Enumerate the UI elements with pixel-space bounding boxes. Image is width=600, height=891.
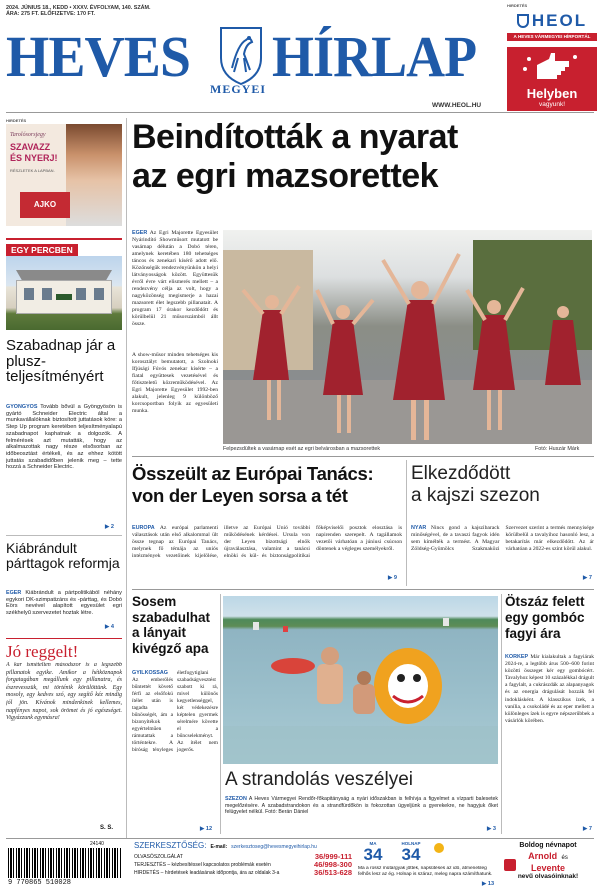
sosem-lead: GYILKOSSÁG <box>132 670 168 676</box>
heol-ad-body <box>507 47 597 111</box>
issue-meta <box>6 5 206 18</box>
weather-page[interactable]: ▶ 13 <box>482 881 495 887</box>
title-right: HÍRLAP <box>272 24 477 89</box>
fagyi-lead: KÖRKÉP <box>505 654 529 660</box>
weather-tomorrow <box>394 841 428 864</box>
story2-page[interactable]: ▶ 4 <box>105 624 114 630</box>
majorette-figures <box>223 230 592 444</box>
nameday-box <box>502 841 594 889</box>
weather-today <box>358 841 388 864</box>
editorial-box <box>134 841 352 889</box>
beach-scene <box>223 596 498 764</box>
title-subtitle: MEGYEI <box>210 82 267 96</box>
kajszi-headline[interactable] <box>411 463 594 507</box>
weather-box <box>358 841 498 889</box>
main-body1: Az Egri Majorette Egyesület Nyárindító Showműsort mutatott be vasárnap délután a Dobó téren, amelynek keretében 180 tehetséges táncos és zenekari kísérő adott elő. Közönségük rendezvényünkön a helyi látványosságok között. Együttesük évről évre várt elismerés mellett – a rendezvény célja az volt, hogy a nagyközönség megismerje a hazai mazsorett élet legszebb pillanatait. A program 17 órakor kezdődött és körülbelül 21 műsorszámból állt össze. <box>132 230 218 327</box>
jo-reggelt-head: Jó reggelt! <box>6 642 79 661</box>
strand-lead: SZEZON <box>225 796 247 802</box>
barcode-bars <box>8 848 122 878</box>
weather-tomorrow-label: HOLNAP <box>401 841 421 846</box>
issue-date: 2024. JÚNIUS 18., KEDD • XXXV. ÉVFOLYAM, 140. SZÁM. <box>6 5 151 11</box>
eu-text <box>132 525 402 581</box>
barcode <box>6 841 130 889</box>
main-headline-line2: az egri mazsorettek <box>132 157 439 195</box>
jo-reggelt-text: A kar ismételten másodszor is a legszebb pillanatok egyike. Amikor a hétköznapok forgatagában megállunk egy pillanatra, és észrevesszük, mi történik körülöttünk. Egy mosoly, egy kedves szó, egy segítő kéz mindig jól jön. Kívánok mindenkinek kellemes, napfényes napot, sok örömet és jó egészséget. Vigyázzunk egymásra! <box>6 662 122 722</box>
footer-row1: OLVASÓSZOLGÁLAT <box>134 854 183 860</box>
main-headline[interactable] <box>132 118 592 196</box>
nameday-sub: nevű olvasóinknak! <box>517 873 579 880</box>
eu-headline-line1: Összeült az Európai Tanács: <box>132 463 374 484</box>
footer-phone1[interactable]: 36/999-111 <box>314 852 352 861</box>
sosem-text <box>132 670 218 830</box>
masthead-title[interactable] <box>4 22 504 102</box>
sosem-headline[interactable]: Sosem szabadulhat a lányait kivégző apa <box>132 594 211 656</box>
main-lead: EGER <box>132 230 148 236</box>
kajszi-headline-line1: Elkezdődött <box>411 463 511 484</box>
story2-lead: EGER <box>6 590 22 596</box>
egy-percben-text: EGY PERCBEN <box>6 244 78 256</box>
fagyi-page[interactable]: ▶ 7 <box>583 826 592 832</box>
weather-today-label: MA <box>369 841 377 846</box>
weather-today-temp: 34 <box>363 845 383 864</box>
strand-headline[interactable]: A strandolás veszélyei <box>225 769 413 790</box>
eu-page[interactable]: ▶ 9 <box>388 575 397 581</box>
gift-icon <box>504 859 516 871</box>
ad-product-box <box>20 192 70 218</box>
barcode-number: 9 770865 510028 <box>8 879 72 887</box>
heol-tagline: A HEVES VÁRMEGYEI HÍRPORTÁL <box>507 33 597 41</box>
jo-reggelt-sign: S. S. <box>100 825 114 831</box>
left-ad[interactable] <box>6 118 122 228</box>
heol-logo-icon <box>517 14 529 28</box>
story2-headline[interactable]: Kiábrándult párttagok reformja <box>6 540 120 571</box>
strand-page[interactable]: ▶ 3 <box>487 826 496 832</box>
issue-price: ÁRA: 275 FT. ELŐFIZETVE: 170 FT. <box>6 11 95 18</box>
weather-tomorrow-temp: 34 <box>401 845 421 864</box>
main-caption: Felpezsdültek a vasárnap esét az egri belvárosban a mazsorettek <box>223 446 381 452</box>
fagyi-text <box>505 654 594 826</box>
kajszi-headline-line2: a kajszi szezon <box>411 485 540 506</box>
eu-body: Az európai parlamenti választások után első alkalommal ült össze tegnap az Európai Tanács, melynek fő témája az uniós intézmények vezetőinek kijelölése, illetve az Európai Unió további működésének kérdései. Ursula von der Leyen bizottsági elnök újraválasztása, valamint a tanácsi elnöki és kül- és biztonságpolitikai főképviselői posztok elosztása is napirenden szerepelt. A tagállamok vezetői várhatóan a júniusi csúcson döntenek a végleges személyekről. <box>132 525 402 559</box>
ad-line2: SZAVAZZ <box>10 142 51 152</box>
story1-headline[interactable]: Szabadnap jár a plusz-teljesítményért <box>6 337 116 385</box>
egy-percben-label <box>6 238 122 258</box>
footer-phone2[interactable]: 46/998-300 <box>314 860 352 869</box>
left-ad-label: HIRDETÉS <box>6 118 27 123</box>
heol-brand: HEOL <box>531 11 588 30</box>
website[interactable]: WWW.HEOL.HU <box>432 102 482 109</box>
ad-product: AJKO <box>33 200 57 209</box>
strand-text <box>225 796 498 824</box>
footer-row3: HIRDETÉS – hírdetések leadásának időpontja, ára az oldalak 3-a <box>134 870 280 876</box>
title-left: HEVES <box>6 24 190 89</box>
heol-slogan-sub: vagyunk! <box>538 101 566 108</box>
strand-body: A Heves Vármegyei Rendőr-főkapitányság a nyári időszakban is felhívja a figyelmet a vízparti balesetek megelőzésére. A szabadstrandokon és a strandfürdőkön is fokozottan ügyeljünk a gyerekekre, ne hagyjuk őket felügyelet nélkül. Fotó: Berán Dániel <box>225 796 498 816</box>
story1-page[interactable]: ▶ 2 <box>105 524 114 530</box>
nameday-name1: Arnold <box>528 851 558 861</box>
heol-ad[interactable] <box>507 3 597 111</box>
sun-icon <box>434 843 444 853</box>
ad-line1: Tarolósorsjegy <box>10 132 46 138</box>
pointing-hand-icon <box>507 49 597 89</box>
weather-text: Ma a rossz műtárgyak jöttek, napsütéses az idő, átmenetileg felhős lesz az ég. Holnap is száraz, meleg napra számíthatunk. <box>358 866 493 877</box>
story1-text <box>6 404 122 522</box>
kajszi-lead: NYÁR <box>411 525 427 531</box>
eu-lead: EURÓPA <box>132 525 155 531</box>
email-label: E-mail: <box>210 844 228 850</box>
fagyi-body: Már kialakultak a fagyiárak 2024-re, a legtöbb árus 500–600 forint közötti összeget kér egy gombócért. Tavalyhoz képest 10 százalékkal drágult a fagylalt, a cukrászdák az alapanyagok és az energia drágulását hozzák fel indoklásként. A klasszikus ízek, a vanília, a csokoládé és az eper mellett a különleges ízek is egyre népszerűbbek a vásárlók körében. <box>505 654 594 724</box>
sosem-body: Az emberölés bűntettét követő férfi az elsőfokú ítélet után is tagadta bűnösségét, ám a bizonyítékok egyértelműen rámutattak a történtekre. A bíróság tényleges életfogytiglani szabadságvesztést szabott ki rá, mivel különös kegyetlenséggel, két védekezésre képtelen gyermek sérelmére követte el a bűncselekményt. Az ítélet nem jogerős. <box>132 670 218 753</box>
eu-headline[interactable] <box>132 463 402 507</box>
main-headline-line1: Beindították a nyarat <box>132 118 458 156</box>
footer-phone3[interactable]: 36/513-628 <box>314 868 352 877</box>
editorial-label: SZERKESZTŐSÉG: <box>134 841 207 850</box>
heol-ad-label: HIRDETÉS <box>507 3 528 8</box>
ad-woman-photo <box>66 124 122 226</box>
eu-headline-line2: von der Leyen sorsa a tét <box>132 485 348 506</box>
majorette-photo <box>223 230 592 444</box>
nameday-label: Boldog névnapot <box>519 842 577 849</box>
beach-photo <box>223 596 498 764</box>
kajszi-page[interactable]: ▶ 7 <box>583 575 592 581</box>
main-col2: A show-műsor minden tehetséges kis korosztályt bemutatott, a Szolnoki Ifjúsági Fúvós zenekar kísérte – a fiatal együttesek vezetésével és főtiszteletű közreműködésével. Az Egri Majorette Egyesület 1992-ben alakult, jelenleg 9 különböző korcsoportban folyik az egyesületi munka. <box>132 352 218 414</box>
story1-lead: GYÖNGYÖS <box>6 404 38 410</box>
story1-body: Tovább bővül a Gyöngyösön is gyártó Schneider Electric által a munkavállalóknak biztosított juttatások köre: a Step Up program keretében teljesítményalapú szabadnapot kaphatnak a dolgozók. A felmérések azt mutatták, hogy az alkalmazottak nagy része elsősorban az időbeosztást értékeli, és az ehhez kötött juttatás szabadidőben jelenik meg – tette hozzá a Schneider Electric. <box>6 404 122 471</box>
ad-small: RÉSZLETEK A LAPBAN. <box>10 168 55 173</box>
sosem-page[interactable]: ▶ 12 <box>200 826 213 832</box>
building-photo <box>6 256 122 330</box>
kajszi-body: Nincs gond a kajszibarack minőségével, de a tavaszi fagyok idén sem kímélték a termést. A Magyar Zöldség-Gyümölcs Szakmaközi Szervezet szerint a termés mennyisége körülbelül a tavalyihoz hasonló lesz, a betakarítás már elkezdődött. Az ár várhatóan a 2022-es szint körül alakul. <box>411 525 594 552</box>
email-link[interactable]: szerkesztoseg@hevesmegyeihirlap.hu <box>231 844 317 850</box>
footer-row2: TERJESZTÉS – kézbesítéssel kapcsolatos problémák esetén <box>134 862 271 868</box>
kajszi-text <box>411 525 594 581</box>
story2-body: Kiábrándult a pártpolitikából néhány egykori DK-szimpatizáns és -párttag, és Dobó Eörs nevével alapított egyesület egri székhelyű szervezetet hoztak létre. <box>6 590 122 617</box>
nameday-and: és <box>561 855 568 861</box>
main-col1 <box>132 230 218 350</box>
heol-slogan: Helyben <box>526 86 578 101</box>
nameday-name2: Levente <box>530 863 565 873</box>
fagyi-headline[interactable]: Ötszáz felett egy gombóc fagyi ára <box>505 594 585 641</box>
crest-icon <box>216 24 266 86</box>
barcode-top: 24140 <box>90 841 104 847</box>
main-credit: Fotó: Huszár Márk <box>535 446 580 452</box>
ad-line3: ÉS NYERJ! <box>10 153 58 163</box>
